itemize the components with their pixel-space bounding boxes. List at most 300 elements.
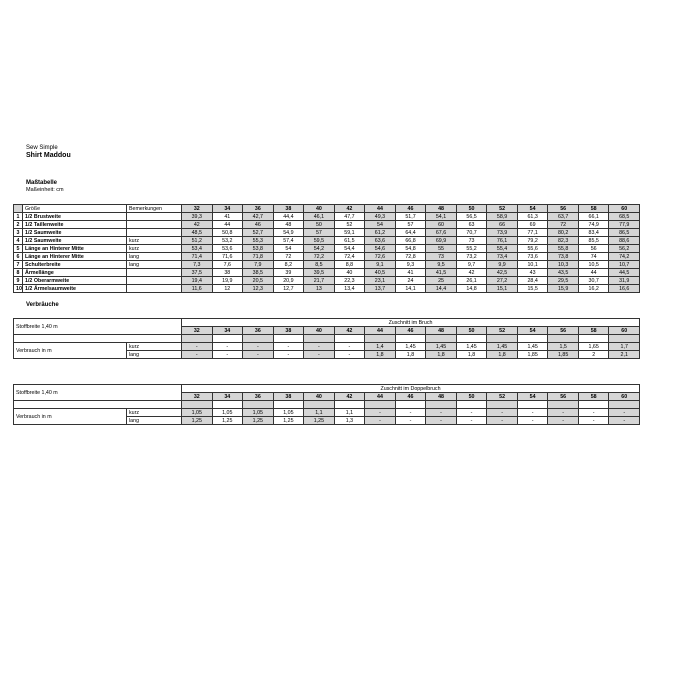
measure-label: Länge an Hinterer Mitte bbox=[23, 253, 127, 261]
size-column-header: 46 bbox=[395, 393, 426, 401]
measure-value: 74 bbox=[578, 253, 609, 261]
measure-note bbox=[127, 269, 182, 277]
spacer-cell bbox=[273, 401, 304, 409]
usage-row-label: Verbrauch in m bbox=[14, 343, 127, 359]
usage-value: 1,5 bbox=[548, 343, 579, 351]
measure-value: 52,7 bbox=[243, 229, 274, 237]
usage-value: - bbox=[273, 343, 304, 351]
spacer-cell bbox=[395, 335, 426, 343]
usage-spacer-row bbox=[14, 335, 640, 343]
size-column-header: 42 bbox=[334, 327, 365, 335]
size-column-header: 58 bbox=[578, 393, 609, 401]
measure-value: 38 bbox=[212, 269, 243, 277]
measure-label: 1/2 Saumweite bbox=[23, 229, 127, 237]
size-column-header: 50 bbox=[456, 327, 487, 335]
usage-heading: Verbräuche bbox=[26, 302, 59, 308]
measure-value: 61,3 bbox=[517, 213, 548, 221]
measure-value: 57 bbox=[395, 221, 426, 229]
measure-value: 71,6 bbox=[212, 253, 243, 261]
size-column-header: 38 bbox=[273, 327, 304, 335]
size-column-header: 60 bbox=[609, 205, 640, 213]
measure-value: 63,7 bbox=[548, 213, 579, 221]
measure-value: 38,5 bbox=[243, 269, 274, 277]
usage-value: 1,45 bbox=[456, 343, 487, 351]
usage-value: - bbox=[304, 343, 335, 351]
usage-value: - bbox=[487, 417, 518, 425]
measure-value: 74,2 bbox=[609, 253, 640, 261]
measure-value: 54,8 bbox=[395, 245, 426, 253]
size-column-header: 52 bbox=[487, 327, 518, 335]
usage-value: - bbox=[334, 343, 365, 351]
measure-value: 10,5 bbox=[578, 261, 609, 269]
measure-value: 20,5 bbox=[243, 277, 274, 285]
size-column-header: 52 bbox=[487, 205, 518, 213]
size-column-header: 52 bbox=[487, 393, 518, 401]
spacer-cell bbox=[273, 335, 304, 343]
spacer-cell bbox=[517, 335, 548, 343]
usage-value: 1,25 bbox=[212, 417, 243, 425]
measure-note: lang bbox=[127, 261, 182, 269]
measure-value: 73 bbox=[426, 253, 457, 261]
usage-value: - bbox=[517, 417, 548, 425]
measure-value: 54 bbox=[273, 245, 304, 253]
usage-value: 1,7 bbox=[609, 343, 640, 351]
measure-value: 73,9 bbox=[487, 229, 518, 237]
measure-value: 10,7 bbox=[609, 261, 640, 269]
measure-value: 61,2 bbox=[365, 229, 396, 237]
cut-method-label: Zuschnitt im Doppelbruch bbox=[182, 385, 640, 393]
spacer-cell bbox=[243, 401, 274, 409]
measure-value: 49,3 bbox=[365, 213, 396, 221]
measure-value: 64,4 bbox=[395, 229, 426, 237]
usage-title-row bbox=[14, 385, 640, 393]
spacer-cell bbox=[426, 335, 457, 343]
measure-value: 72,6 bbox=[365, 253, 396, 261]
measure-value: 16,2 bbox=[578, 285, 609, 293]
size-column-header: 32 bbox=[182, 205, 213, 213]
row-number: 8 bbox=[14, 269, 23, 277]
measure-label: 1/2 Brustweite bbox=[23, 213, 127, 221]
measure-header-row bbox=[14, 205, 640, 213]
measure-value: 13 bbox=[304, 285, 335, 293]
row-number: 4 bbox=[14, 237, 23, 245]
measure-value: 72 bbox=[273, 253, 304, 261]
usage-value: 2,1 bbox=[609, 351, 640, 359]
spacer-cell bbox=[426, 401, 457, 409]
measure-value: 9,7 bbox=[456, 261, 487, 269]
size-column-header: 44 bbox=[365, 393, 396, 401]
measure-value: 73,6 bbox=[517, 253, 548, 261]
usage-table-fold bbox=[13, 318, 640, 359]
measure-value: 50,8 bbox=[212, 229, 243, 237]
measure-value: 10,3 bbox=[548, 261, 579, 269]
spacer-cell bbox=[548, 401, 579, 409]
measure-value: 55,3 bbox=[243, 237, 274, 245]
size-column-header: 56 bbox=[548, 393, 579, 401]
measure-row bbox=[14, 245, 640, 253]
measure-row bbox=[14, 277, 640, 285]
measure-value: 56,2 bbox=[609, 245, 640, 253]
measure-row bbox=[14, 213, 640, 221]
measure-value: 59,5 bbox=[304, 237, 335, 245]
size-column-header: 42 bbox=[334, 205, 365, 213]
measure-value: 55,2 bbox=[456, 245, 487, 253]
measure-value: 44 bbox=[212, 221, 243, 229]
measure-value: 29,5 bbox=[548, 277, 579, 285]
usage-value: - bbox=[334, 351, 365, 359]
measure-value: 19,9 bbox=[212, 277, 243, 285]
measure-value: 43 bbox=[517, 269, 548, 277]
measure-value: 7,9 bbox=[243, 261, 274, 269]
measure-row bbox=[14, 269, 640, 277]
measure-note bbox=[127, 229, 182, 237]
measure-label: Länge an Hinterer Mitte bbox=[23, 245, 127, 253]
spacer-cell bbox=[212, 335, 243, 343]
measure-value: 85,5 bbox=[578, 237, 609, 245]
measure-value: 19,4 bbox=[182, 277, 213, 285]
usage-value: 1,05 bbox=[243, 409, 274, 417]
usage-value: 1,25 bbox=[273, 417, 304, 425]
measure-value: 74,9 bbox=[578, 221, 609, 229]
measure-value: 77,1 bbox=[517, 229, 548, 237]
measure-note: kurz bbox=[127, 237, 182, 245]
usage-row-label: Verbrauch in m bbox=[14, 409, 127, 425]
usage-value: - bbox=[212, 351, 243, 359]
measure-value: 53,4 bbox=[182, 245, 213, 253]
measure-value: 63 bbox=[456, 221, 487, 229]
usage-note: kurz bbox=[127, 409, 182, 417]
measure-value: 43,5 bbox=[548, 269, 579, 277]
usage-value: 1,1 bbox=[304, 409, 335, 417]
usage-value: - bbox=[182, 351, 213, 359]
measure-value: 56,5 bbox=[456, 213, 487, 221]
measure-value: 48,5 bbox=[182, 229, 213, 237]
measure-value: 53,2 bbox=[212, 237, 243, 245]
measure-value: 14,8 bbox=[456, 285, 487, 293]
measure-value: 13,7 bbox=[365, 285, 396, 293]
usage-value: 1,45 bbox=[487, 343, 518, 351]
usage-value: - bbox=[426, 417, 457, 425]
spacer-cell bbox=[395, 401, 426, 409]
usage-table-double-fold bbox=[13, 384, 640, 425]
usage-spacer-row bbox=[14, 401, 640, 409]
measure-value: 7,6 bbox=[212, 261, 243, 269]
measure-value: 54,9 bbox=[273, 229, 304, 237]
measure-value: 79,2 bbox=[517, 237, 548, 245]
measure-value: 47,7 bbox=[334, 213, 365, 221]
measure-value: 52 bbox=[334, 221, 365, 229]
measure-value: 51,7 bbox=[395, 213, 426, 221]
measure-value: 12,7 bbox=[273, 285, 304, 293]
measure-value: 14,1 bbox=[395, 285, 426, 293]
measure-value: 83,4 bbox=[578, 229, 609, 237]
size-column-header: 42 bbox=[334, 393, 365, 401]
measure-value: 71,8 bbox=[243, 253, 274, 261]
measure-value: 67,6 bbox=[426, 229, 457, 237]
row-number: 6 bbox=[14, 253, 23, 261]
measure-value: 41 bbox=[395, 269, 426, 277]
measure-value: 21,7 bbox=[304, 277, 335, 285]
usage-note: kurz bbox=[127, 343, 182, 351]
size-column-header: 58 bbox=[578, 327, 609, 335]
measure-note: kurz bbox=[127, 245, 182, 253]
measure-value: 8,2 bbox=[273, 261, 304, 269]
usage-title-row bbox=[14, 319, 640, 327]
size-column-header: 54 bbox=[517, 327, 548, 335]
spacer-cell bbox=[578, 335, 609, 343]
measure-value: 46,1 bbox=[304, 213, 335, 221]
measure-value: 31,9 bbox=[609, 277, 640, 285]
measure-value: 66,1 bbox=[578, 213, 609, 221]
usage-value: 1,1 bbox=[334, 409, 365, 417]
measure-value: 54,6 bbox=[365, 245, 396, 253]
size-column-header: 54 bbox=[517, 205, 548, 213]
size-column-header: 32 bbox=[182, 327, 213, 335]
measure-note: lang bbox=[127, 253, 182, 261]
measure-value: 15,9 bbox=[548, 285, 579, 293]
measure-value: 42,7 bbox=[243, 213, 274, 221]
size-column-header: 60 bbox=[609, 327, 640, 335]
spacer-cell bbox=[14, 401, 182, 409]
measure-label: 1/2 Ärmelsaumweite bbox=[23, 285, 127, 293]
measure-value: 11,6 bbox=[182, 285, 213, 293]
usage-value: 1,8 bbox=[456, 351, 487, 359]
spacer-cell bbox=[212, 401, 243, 409]
usage-value: 1,8 bbox=[426, 351, 457, 359]
spacer-cell bbox=[578, 401, 609, 409]
usage-value: - bbox=[456, 417, 487, 425]
measure-note bbox=[127, 221, 182, 229]
usage-value: 1,4 bbox=[365, 343, 396, 351]
measure-value: 41 bbox=[212, 213, 243, 221]
measure-row bbox=[14, 237, 640, 245]
measure-label: Ärmellänge bbox=[23, 269, 127, 277]
usage-value: 1,65 bbox=[578, 343, 609, 351]
usage-value: - bbox=[426, 409, 457, 417]
notes-header: Bemerkungen bbox=[127, 205, 182, 213]
measure-row bbox=[14, 221, 640, 229]
measure-value: 15,1 bbox=[487, 285, 518, 293]
usage-value: - bbox=[182, 343, 213, 351]
usage-value: - bbox=[304, 351, 335, 359]
usage-value: 1,05 bbox=[212, 409, 243, 417]
spacer-cell bbox=[487, 335, 518, 343]
size-column-header: 48 bbox=[426, 205, 457, 213]
measure-value: 26,1 bbox=[456, 277, 487, 285]
measure-value: 9,5 bbox=[426, 261, 457, 269]
measure-value: 15,5 bbox=[517, 285, 548, 293]
measure-row bbox=[14, 229, 640, 237]
measure-value: 42 bbox=[182, 221, 213, 229]
size-column-header: 58 bbox=[578, 205, 609, 213]
measure-value: 20,9 bbox=[273, 277, 304, 285]
usage-note: lang bbox=[127, 351, 182, 359]
usage-value: 1,85 bbox=[548, 351, 579, 359]
usage-value: - bbox=[548, 409, 579, 417]
spacer-cell bbox=[243, 335, 274, 343]
measure-value: 69 bbox=[517, 221, 548, 229]
size-column-header: 44 bbox=[365, 205, 396, 213]
measure-value: 86,5 bbox=[609, 229, 640, 237]
measure-value: 54,4 bbox=[334, 245, 365, 253]
measure-label: Schulterbreite bbox=[23, 261, 127, 269]
spacer-cell bbox=[182, 401, 213, 409]
row-number: 10 bbox=[14, 285, 23, 293]
usage-value: 2 bbox=[578, 351, 609, 359]
measure-value: 44 bbox=[578, 269, 609, 277]
measure-value: 30,7 bbox=[578, 277, 609, 285]
measure-value: 8,5 bbox=[304, 261, 335, 269]
measure-value: 70,7 bbox=[456, 229, 487, 237]
usage-value: - bbox=[548, 417, 579, 425]
size-column-header: 38 bbox=[273, 205, 304, 213]
usage-value: - bbox=[365, 409, 396, 417]
measure-value: 41,5 bbox=[426, 269, 457, 277]
usage-value: 1,8 bbox=[487, 351, 518, 359]
measure-value: 72,2 bbox=[304, 253, 335, 261]
measure-value: 73,4 bbox=[487, 253, 518, 261]
size-column-header: 32 bbox=[182, 393, 213, 401]
measure-label: 1/2 Oberarmweite bbox=[23, 277, 127, 285]
row-number: 3 bbox=[14, 229, 23, 237]
measure-row bbox=[14, 261, 640, 269]
measure-value: 39,5 bbox=[304, 269, 335, 277]
size-column-header: 48 bbox=[426, 327, 457, 335]
spacer-cell bbox=[609, 401, 640, 409]
measure-value: 76,1 bbox=[487, 237, 518, 245]
measure-value: 57,4 bbox=[273, 237, 304, 245]
spacer-cell bbox=[365, 335, 396, 343]
measure-value: 55,6 bbox=[517, 245, 548, 253]
usage-value: 1,85 bbox=[517, 351, 548, 359]
spacer-cell bbox=[517, 401, 548, 409]
measure-value: 12,3 bbox=[243, 285, 274, 293]
spacer-cell bbox=[14, 335, 182, 343]
measure-value: 8,8 bbox=[334, 261, 365, 269]
measure-value: 48 bbox=[273, 221, 304, 229]
measure-row bbox=[14, 285, 640, 293]
spacer-cell bbox=[456, 401, 487, 409]
measure-value: 44,5 bbox=[609, 269, 640, 277]
measure-value: 57 bbox=[304, 229, 335, 237]
size-column-header: 36 bbox=[243, 205, 274, 213]
usage-value: - bbox=[243, 343, 274, 351]
measure-value: 9,3 bbox=[395, 261, 426, 269]
measure-value: 9,9 bbox=[487, 261, 518, 269]
usage-value: 1,45 bbox=[517, 343, 548, 351]
usage-value: 1,05 bbox=[182, 409, 213, 417]
size-column-header: 40 bbox=[304, 327, 335, 335]
spacer-cell bbox=[304, 335, 335, 343]
measure-value: 66,8 bbox=[395, 237, 426, 245]
fabric-width-label: Stoffbreite 1,40 m bbox=[14, 385, 182, 401]
usage-value: - bbox=[456, 409, 487, 417]
measure-value: 54,1 bbox=[426, 213, 457, 221]
usage-value: - bbox=[243, 351, 274, 359]
measure-value: 42 bbox=[456, 269, 487, 277]
usage-note: lang bbox=[127, 417, 182, 425]
measure-value: 63,6 bbox=[365, 237, 396, 245]
measure-label: 1/2 Saumweite bbox=[23, 237, 127, 245]
measure-value: 68,5 bbox=[609, 213, 640, 221]
size-column-header: 50 bbox=[456, 393, 487, 401]
measure-value: 88,6 bbox=[609, 237, 640, 245]
usage-value: - bbox=[395, 417, 426, 425]
usage-value: 1,05 bbox=[273, 409, 304, 417]
measure-value: 39 bbox=[273, 269, 304, 277]
usage-value: - bbox=[395, 409, 426, 417]
row-number-header bbox=[14, 205, 23, 213]
spacer-cell bbox=[182, 335, 213, 343]
measure-value: 59,1 bbox=[334, 229, 365, 237]
cut-method-label: Zuschnitt im Bruch bbox=[182, 319, 640, 327]
size-column-header: 56 bbox=[548, 327, 579, 335]
measure-value: 55,4 bbox=[487, 245, 518, 253]
measure-value: 72 bbox=[548, 221, 579, 229]
measure-value: 23,1 bbox=[365, 277, 396, 285]
measure-value: 73,8 bbox=[548, 253, 579, 261]
measure-value: 40,5 bbox=[365, 269, 396, 277]
row-number: 1 bbox=[14, 213, 23, 221]
usage-value: 1,45 bbox=[426, 343, 457, 351]
usage-value: - bbox=[578, 417, 609, 425]
measure-value: 27,2 bbox=[487, 277, 518, 285]
measure-value: 37,5 bbox=[182, 269, 213, 277]
measure-value: 28,4 bbox=[517, 277, 548, 285]
usage-row bbox=[14, 343, 640, 351]
size-column-header: 34 bbox=[212, 393, 243, 401]
measure-value: 9,1 bbox=[365, 261, 396, 269]
size-column-header: 48 bbox=[426, 393, 457, 401]
measure-value: 25 bbox=[426, 277, 457, 285]
usage-value: - bbox=[609, 409, 640, 417]
measure-value: 16,6 bbox=[609, 285, 640, 293]
measure-value: 72,4 bbox=[334, 253, 365, 261]
row-number: 7 bbox=[14, 261, 23, 269]
size-column-header: 60 bbox=[609, 393, 640, 401]
measure-value: 72,8 bbox=[395, 253, 426, 261]
measure-value: 14,4 bbox=[426, 285, 457, 293]
usage-value: - bbox=[487, 409, 518, 417]
measure-heading: Maßtabelle bbox=[26, 180, 58, 186]
usage-value: 1,25 bbox=[243, 417, 274, 425]
usage-value: 1,3 bbox=[334, 417, 365, 425]
measure-value: 13,4 bbox=[334, 285, 365, 293]
measure-value: 39,3 bbox=[182, 213, 213, 221]
size-column-header: 46 bbox=[395, 205, 426, 213]
measure-value: 82,3 bbox=[548, 237, 579, 245]
measure-value: 73 bbox=[456, 237, 487, 245]
spacer-cell bbox=[609, 335, 640, 343]
fabric-width-label: Stoffbreite 1,40 m bbox=[14, 319, 182, 335]
measure-value: 50 bbox=[304, 221, 335, 229]
size-column-header: 34 bbox=[212, 327, 243, 335]
measure-value: 80,2 bbox=[548, 229, 579, 237]
size-column-header: 46 bbox=[395, 327, 426, 335]
measure-value: 40 bbox=[334, 269, 365, 277]
size-header: Größe bbox=[23, 205, 127, 213]
brand-name: Sew Simple bbox=[26, 145, 58, 151]
size-column-header: 36 bbox=[243, 393, 274, 401]
measure-label: 1/2 Taillenweite bbox=[23, 221, 127, 229]
measure-value: 56 bbox=[578, 245, 609, 253]
measure-value: 71,4 bbox=[182, 253, 213, 261]
measure-note bbox=[127, 213, 182, 221]
size-column-header: 38 bbox=[273, 393, 304, 401]
size-column-header: 44 bbox=[365, 327, 396, 335]
measure-value: 66 bbox=[487, 221, 518, 229]
measure-value: 24 bbox=[395, 277, 426, 285]
